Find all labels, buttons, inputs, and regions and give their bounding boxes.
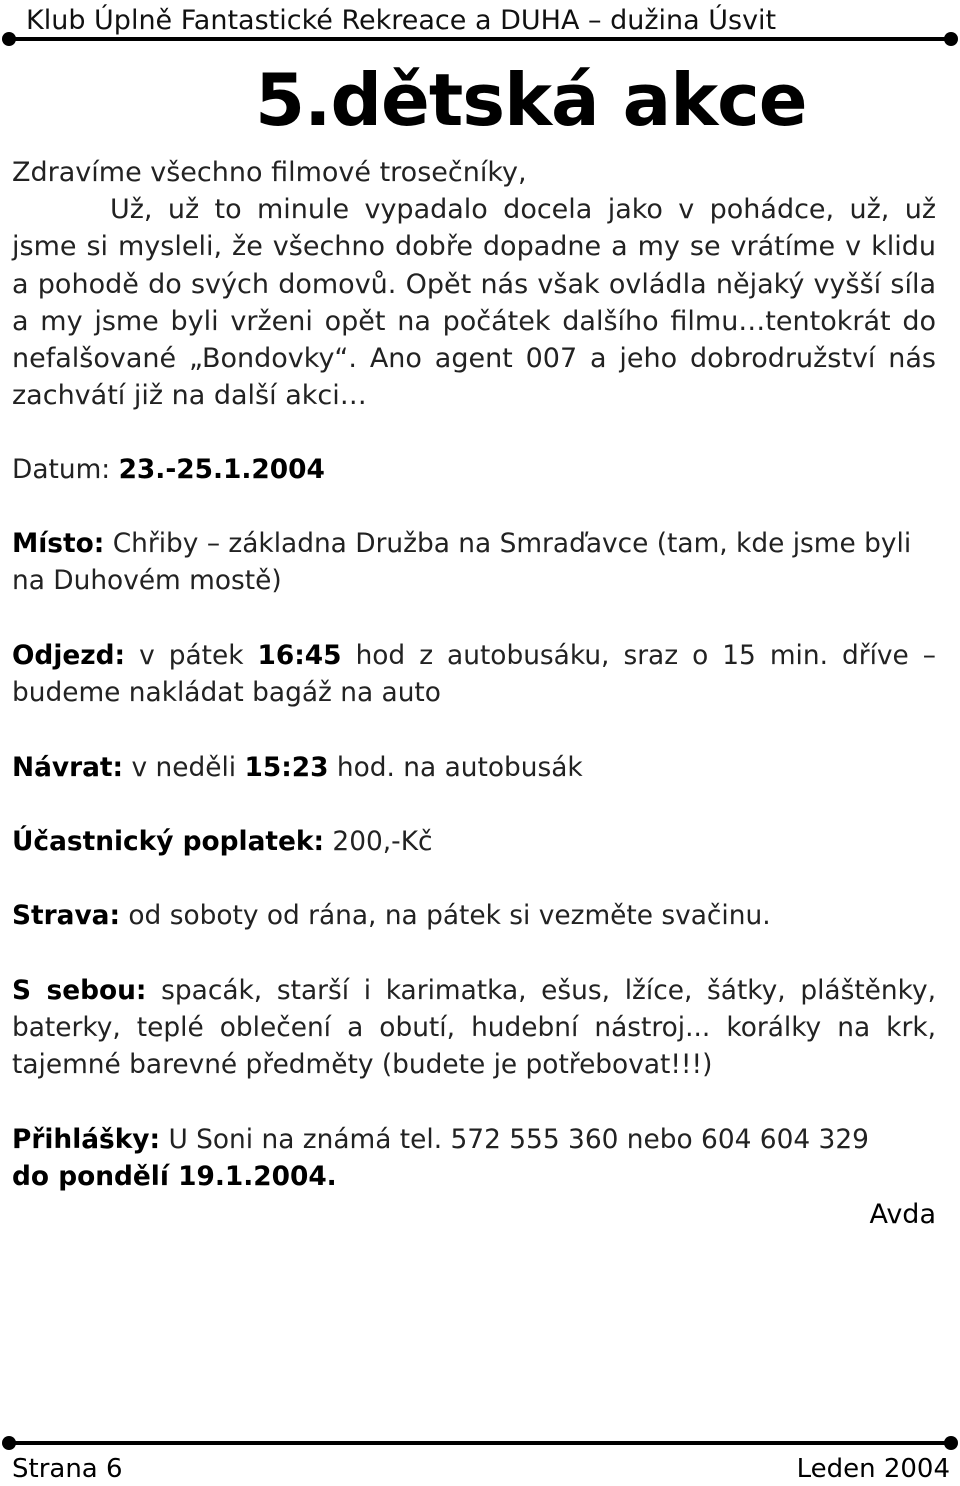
footer-rule <box>8 1441 952 1445</box>
prihlasky-label: Přihlášky: <box>12 1124 161 1155</box>
footer-page-number: Strana 6 <box>12 1454 123 1484</box>
intro-paragraph: Už, už to minule vypadalo docela jako v pohádce, už, už jsme si mysleli, že všechno dobře dopadne a my se vrátíme v klidu a pohodě do svých domovů. Opět nás však ovládla nějaký vyšší síla a my jsme byli vrženi opět na počátek dalšího filmu…tentokrát do nefalšované „Bondovky“. Ano agent 007 a jeho dobrodružství nás zachvátí již na další akci… <box>12 194 936 412</box>
odjezd-label: Odjezd: <box>12 640 126 671</box>
intro-greeting: Zdravíme všechno filmové trosečníky, <box>12 157 527 188</box>
header-rule-right-dot <box>944 32 958 46</box>
prihlasky-line <box>12 1121 936 1195</box>
prihlasky-value: U Soni na známá tel. 572 555 360 nebo 604 604 329 <box>168 1124 869 1155</box>
footer-date: Leden 2004 <box>796 1454 950 1484</box>
sebou-value: spacák, starší i karimatka, ešus, lžíce, šátky, pláštěnky, baterky, teplé oblečení a obutí, hudební nástroj... korálky na krk, tajemné barevné předměty (budete je potřebovat!!!) <box>12 975 936 1081</box>
navrat-time: 15:23 <box>244 752 329 783</box>
strava-label: Strava: <box>12 900 121 931</box>
odjezd-post: hod z autobusáku, sraz o 15 min. dříve – budeme nakládat bagáž na auto <box>12 640 936 709</box>
prihlasky-deadline: do pondělí 19.1.2004. <box>12 1161 337 1193</box>
header-rule <box>8 37 952 41</box>
newsletter-header: Klub Úplně Fantastické Rekreace a DUHA – dužina Úsvit <box>26 5 777 36</box>
signature: Avda <box>869 1199 936 1230</box>
navrat-pre: v neděli <box>131 752 237 783</box>
datum-label: Datum: <box>12 454 111 485</box>
navrat-label: Návrat: <box>12 752 124 783</box>
intro-text <box>12 154 936 414</box>
poplatek-value: 200,-Kč <box>332 826 433 857</box>
footer-rule-right-dot <box>944 1436 958 1450</box>
sebou-line <box>12 972 936 1084</box>
odjezd-line <box>12 637 936 711</box>
odjezd-pre: v pátek <box>139 640 244 671</box>
poplatek-label: Účastnický poplatek: <box>12 826 325 857</box>
misto-line <box>12 525 936 599</box>
misto-value: Chřiby – základna Družba na Smraďavce (tam, kde jsme byli na Duhovém mostě) <box>12 528 912 597</box>
sebou-label: S sebou: <box>12 975 147 1006</box>
navrat-line <box>12 749 936 786</box>
navrat-post: hod. na autobusák <box>336 752 583 783</box>
strava-value: od soboty od rána, na pátek si vezměte svačinu. <box>128 900 771 931</box>
poplatek-line <box>12 823 936 860</box>
strava-line <box>12 897 936 934</box>
datum-line <box>12 451 936 488</box>
datum-value: 23.-25.1.2004 <box>118 454 325 485</box>
misto-label: Místo: <box>12 528 105 559</box>
prihlasky-contact <box>12 1121 936 1158</box>
page-title: 5.dětská akce <box>255 58 807 142</box>
odjezd-time: 16:45 <box>257 640 342 671</box>
